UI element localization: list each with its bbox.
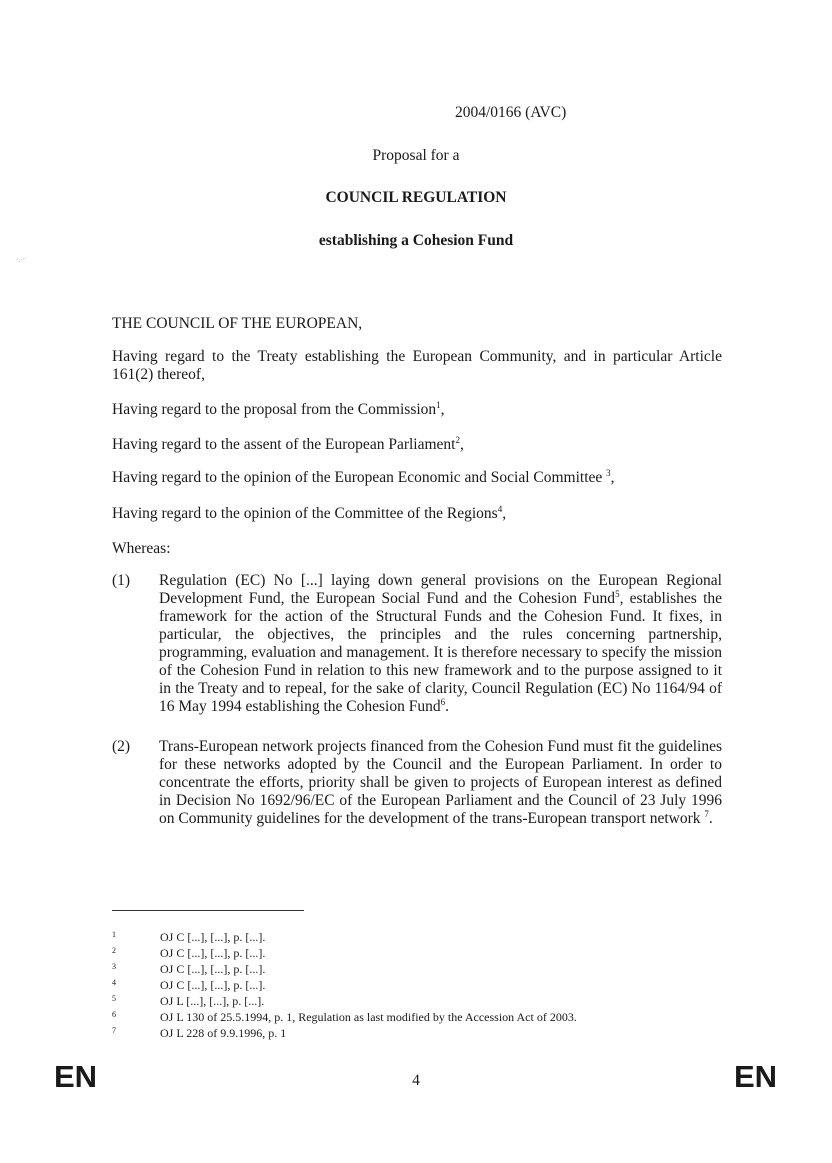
citation-cor-opinion: Having regard to the opinion of the Committee of the Regions$^4$, bbox=[112, 503, 507, 522]
footnote-item: 1 OJ C [...], [...], p. [...]. bbox=[112, 930, 266, 944]
recital-number: (2) bbox=[112, 738, 131, 755]
footnote-item: 6 OJ L 130 of 25.5.1994, p. 1, Regulation as last modified by the Accession Act of 2003. bbox=[112, 1010, 577, 1024]
footnote-item: 2 OJ C [...], [...], p. [...]. bbox=[112, 946, 266, 960]
recital-number: (1) bbox=[112, 572, 131, 589]
footnote-ref: 2 bbox=[455, 434, 460, 445]
document-reference: 2004/0166 (AVC) bbox=[455, 104, 567, 121]
document-title: COUNCIL REGULATION bbox=[325, 189, 507, 206]
citation-assent: Having regard to the assent of the European Parliament$^2$, bbox=[112, 434, 464, 453]
document-subtitle: establishing a Cohesion Fund bbox=[318, 232, 514, 249]
footnote-separator bbox=[112, 910, 304, 911]
footnote-item: 7 OJ L 228 of 9.9.1996, p. 1 bbox=[112, 1026, 287, 1040]
footnote-ref: 7 bbox=[704, 808, 709, 819]
footnote-ref: 6 bbox=[440, 696, 446, 707]
recital-text: Trans-European network projects financed from the Cohesion Fund must fit the guidelines for these networks adopted by the Council and the European Parliament. In order to concentrate the efforts, priority shall be given to projects of European interest as defined in Decision No 1692/96/EC of the European Parliament and the Council of 23 July 1996 on Community guidelines for the development of the trans-European transport network $^7$. bbox=[159, 738, 722, 827]
language-code-left: EN bbox=[54, 1059, 98, 1094]
citation-proposal: Having regard to the proposal from the Commission$^1$, bbox=[112, 399, 445, 418]
citation-treaty: Having regard to the Treaty establishing the European Community, and in particular Article 161(2) thereof, bbox=[112, 348, 722, 383]
footnote-ref: 4 bbox=[497, 503, 503, 514]
council-heading: THE COUNCIL OF THE EUROPEAN, bbox=[112, 315, 363, 332]
footnote-item: 3 OJ C [...], [...], p. [...]. bbox=[112, 962, 266, 976]
footnote-ref: 5 bbox=[615, 588, 620, 599]
footnote-ref: 1 bbox=[436, 399, 441, 410]
language-code-right: EN bbox=[734, 1059, 778, 1094]
footnote-item: 4 OJ C [...], [...], p. [...]. bbox=[112, 978, 266, 992]
proposal-label: Proposal for a bbox=[372, 147, 460, 164]
footnotes bbox=[112, 929, 712, 1041]
footnote-ref: 3 bbox=[606, 467, 611, 478]
whereas-label: Whereas: bbox=[112, 540, 171, 557]
footnote-item: 5 OJ L [...], [...], p. [...]. bbox=[112, 994, 265, 1008]
page-number: 4 bbox=[412, 1072, 420, 1089]
recital-text: Regulation (EC) No [...] laying down general provisions on the European Regional Development Fund, the European Social Fund and the Cohesion Fund$^5$, establishes the framework for the action of the Structural Funds and the Cohesion Fund. It fixes, in particular, the objectives, the principles and the rules concerning partnership, programming, evaluation and management. It is therefore necessary to specify the mission of the Cohesion Fund in relation to this new framework and to the purpose assigned to it in the Treaty and to repeal, for the sake of clarity, Council Regulation (EC) No 1164/94 of 16 May 1994 establishing the Cohesion Fund$^6$. bbox=[159, 572, 722, 715]
citation-esc-opinion: Having regard to the opinion of the European Economic and Social Committee $^3$, bbox=[112, 467, 615, 486]
scan-artifact: ·.·⁻ bbox=[16, 256, 27, 264]
